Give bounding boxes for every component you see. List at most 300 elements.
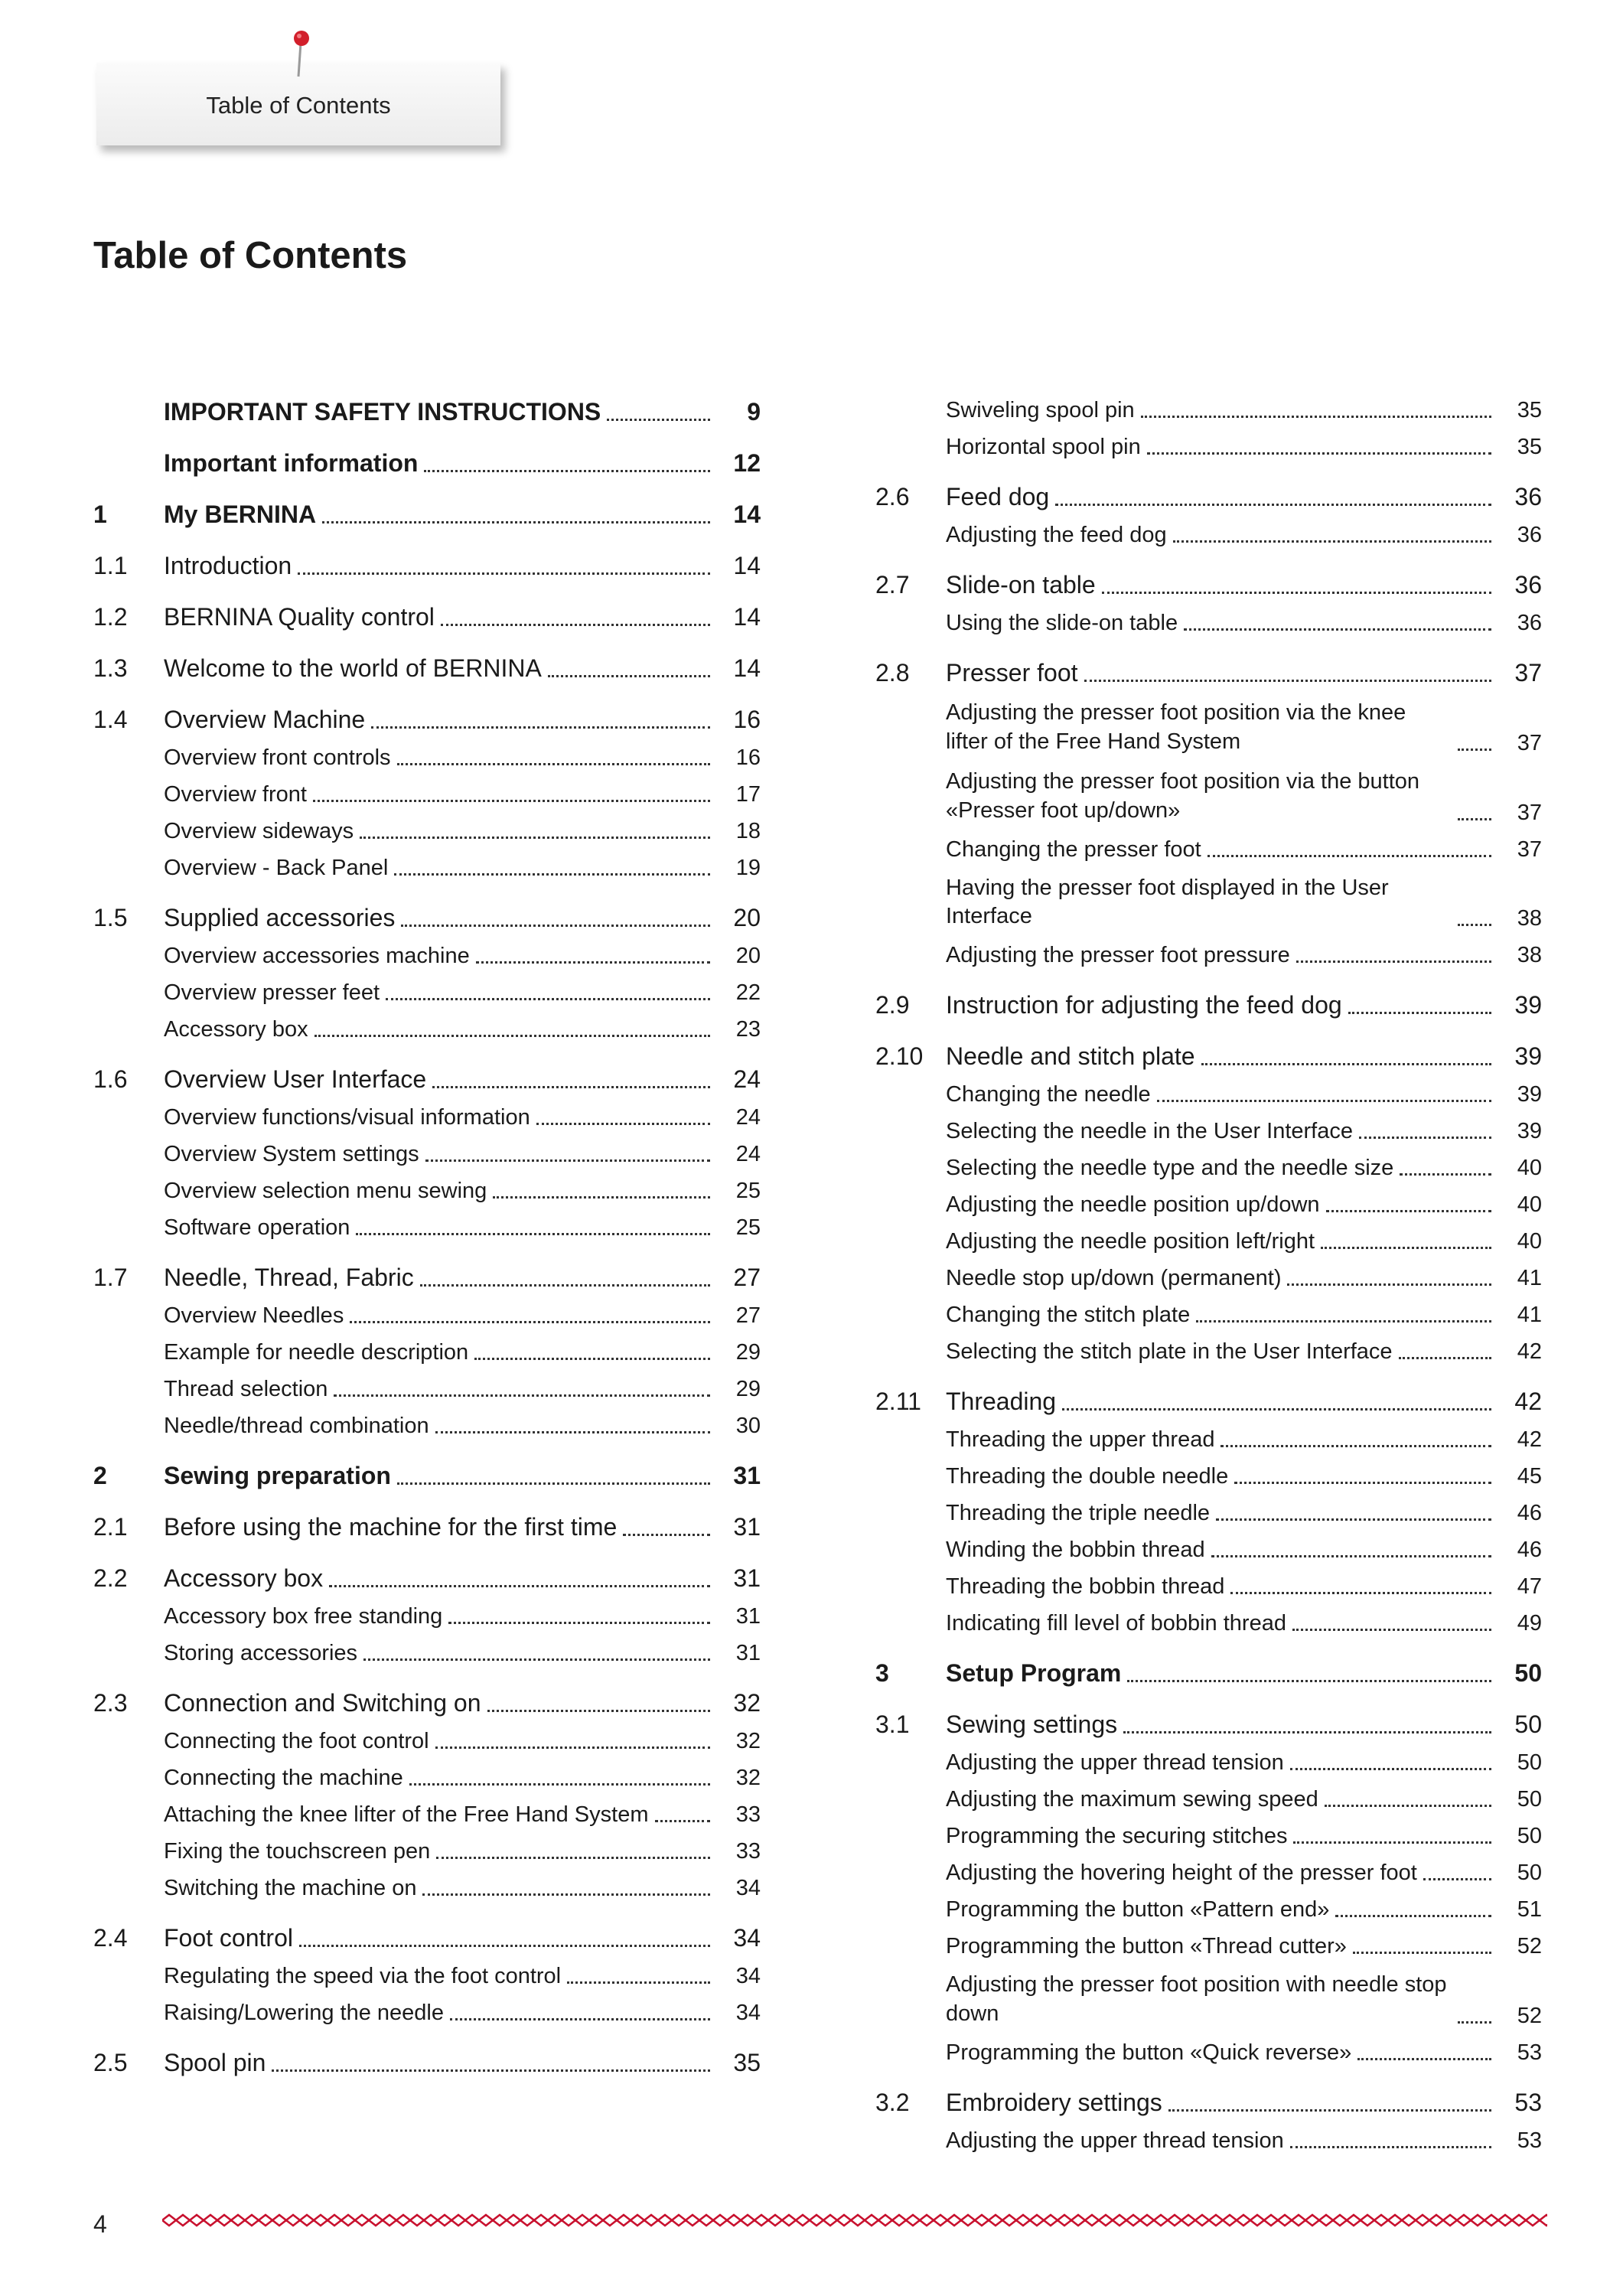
toc-entry-page: 37: [1514, 659, 1542, 687]
dot-leader: [386, 998, 710, 1000]
dot-leader: [424, 470, 710, 472]
toc-entry-title: Selecting the needle in the User Interface: [946, 1119, 1353, 1144]
toc-entry-page: 24: [735, 1142, 761, 1166]
toc-entry-page: 37: [1517, 731, 1542, 756]
toc-entry[interactable]: [93, 856, 761, 881]
toc-entry-page: 35: [1517, 435, 1542, 459]
dot-leader: [1458, 748, 1491, 751]
toc-entry-page: 33: [735, 1839, 761, 1864]
dot-leader: [356, 1233, 710, 1235]
toc-entry-title: Feed dog: [946, 483, 1050, 510]
dot-leader: [1184, 628, 1491, 631]
dot-leader: [1353, 1952, 1491, 1954]
toc-entry-title: Threading the double needle: [946, 1464, 1229, 1489]
toc-entry-page: 45: [1517, 1464, 1542, 1489]
toc-entry[interactable]: [93, 603, 761, 631]
toc-entry[interactable]: [93, 1604, 761, 1629]
toc-entry-title: Adjusting the presser foot position with needle stop down: [946, 1972, 1447, 2026]
toc-entry-title: Presser foot: [946, 659, 1078, 687]
toc-entry-title: Needle/thread combination: [164, 1414, 429, 1438]
toc-entry-page: 24: [735, 1105, 761, 1130]
toc-entry-page: 14: [733, 501, 761, 528]
dot-leader: [409, 1783, 710, 1786]
toc-entry-title: Supplied accessories: [164, 904, 396, 931]
dot-leader: [493, 1196, 710, 1199]
toc-entry[interactable]: [875, 1897, 1542, 1923]
toc-entry[interactable]: [875, 483, 1542, 511]
toc-entry[interactable]: [875, 1787, 1542, 1812]
toc-entry[interactable]: [875, 1266, 1542, 1291]
dot-leader: [1084, 680, 1491, 682]
dot-leader: [1458, 924, 1491, 926]
toc-entry-page: 41: [1517, 1266, 1542, 1291]
toc-entry[interactable]: [875, 1501, 1542, 1526]
toc-entry-title: Programming the securing stitches: [946, 1824, 1288, 1849]
toc-entry-title: Raising/Lowering the needle: [164, 2001, 444, 2025]
dot-leader: [420, 1284, 710, 1287]
toc-entry[interactable]: [93, 1924, 761, 1952]
toc-entry[interactable]: [875, 571, 1542, 599]
toc-entry-page: 31: [733, 1564, 761, 1592]
toc-entry-title: Connecting the machine: [164, 1766, 403, 1790]
toc-entry-title: Fixing the touchscreen pen: [164, 1839, 431, 1864]
toc-entry[interactable]: [875, 1971, 1542, 2028]
toc-entry-title: Programming the button «Quick reverse»: [946, 2040, 1352, 2065]
toc-entry-page: 16: [735, 745, 761, 770]
toc-entry-page: 40: [1517, 1156, 1542, 1181]
toc-entry[interactable]: [875, 1156, 1542, 1181]
toc-entry-page: 14: [733, 552, 761, 579]
toc-entry-page: 51: [1517, 1897, 1542, 1923]
toc-column-left: [93, 398, 761, 2077]
toc-entry-number: 1.5: [93, 904, 128, 931]
toc-entry-page: 16: [733, 706, 761, 733]
toc-entry[interactable]: [875, 1538, 1542, 1563]
toc-entry-title: Horizontal spool pin: [946, 435, 1141, 459]
dot-leader: [435, 1431, 710, 1433]
dot-leader: [1221, 1445, 1491, 1447]
toc-entry-page: 19: [735, 856, 761, 880]
toc-entry[interactable]: [93, 1065, 761, 1094]
toc-entry[interactable]: [875, 2040, 1542, 2066]
toc-entry-number: 1.1: [93, 552, 128, 579]
toc-entry[interactable]: [875, 435, 1542, 460]
toc-entry[interactable]: [93, 1766, 761, 1791]
toc-entry-page: 31: [735, 1604, 761, 1629]
toc-entry[interactable]: [93, 1564, 761, 1593]
toc-entry-page: 42: [1517, 1339, 1542, 1365]
toc-entry-title: Swiveling spool pin: [946, 398, 1135, 422]
dot-leader: [607, 419, 710, 421]
toc-entry-title: Threading the upper thread: [946, 1427, 1215, 1453]
toc-entry[interactable]: [875, 523, 1542, 548]
dot-leader: [474, 1358, 710, 1360]
dot-leader: [1296, 960, 1491, 963]
toc-entry-page: 50: [1514, 1659, 1542, 1688]
toc-entry-page: 52: [1517, 1934, 1542, 1959]
toc-entry-number: 2.4: [93, 1924, 128, 1952]
dot-leader: [1062, 1408, 1491, 1411]
toc-entry-title: Connection and Switching on: [164, 1689, 481, 1717]
toc-entry-number: 2.1: [93, 1513, 128, 1541]
toc-entry-title: Adjusting the presser foot position via the button «Presser foot up/down»: [946, 769, 1420, 823]
toc-entry-title: Changing the stitch plate: [946, 1303, 1191, 1328]
dot-leader: [1201, 1063, 1491, 1065]
toc-entry[interactable]: [93, 1142, 761, 1167]
toc-entry-page: 53: [1514, 2088, 1542, 2116]
dot-leader: [1458, 2021, 1491, 2024]
toc-entry[interactable]: [93, 1641, 761, 1666]
toc-entry-page: 20: [733, 904, 761, 931]
toc-entry-page: 42: [1517, 1427, 1542, 1453]
dot-leader: [1173, 540, 1491, 543]
toc-entry-page: 53: [1517, 2128, 1542, 2153]
toc-entry[interactable]: [875, 1464, 1542, 1489]
dot-leader: [1211, 1555, 1491, 1557]
toc-entry[interactable]: [93, 552, 761, 580]
toc-entry-title: Overview functions/visual information: [164, 1105, 530, 1130]
toc-entry[interactable]: [93, 1414, 761, 1439]
toc-entry-title: Storing accessories: [164, 1641, 358, 1665]
toc-entry-title: Programming the button «Thread cutter»: [946, 1934, 1347, 1959]
toc-entry-page: 37: [1517, 837, 1542, 862]
toc-entry[interactable]: [93, 654, 761, 683]
toc-entry-title: Selecting the stitch plate in the User Interface: [946, 1339, 1393, 1365]
toc-entry[interactable]: [875, 991, 1542, 1019]
toc-entry-title: Accessory box: [164, 1017, 308, 1042]
dot-leader: [567, 1981, 710, 1984]
toc-entry[interactable]: [93, 449, 761, 478]
toc-entry[interactable]: [875, 1229, 1542, 1254]
toc-entry[interactable]: [93, 1303, 761, 1329]
page-number: 4: [93, 2210, 107, 2238]
toc-entry-page: 36: [1517, 523, 1542, 547]
toc-entry-number: 1.7: [93, 1264, 128, 1291]
toc-entry-page: 42: [1514, 1388, 1542, 1416]
toc-entry-number: 2.2: [93, 1564, 128, 1592]
dot-leader: [1216, 1518, 1491, 1521]
toc-entry[interactable]: [93, 1264, 761, 1292]
toc-entry-number: 2.5: [93, 2049, 128, 2076]
toc-entry[interactable]: [875, 1824, 1542, 1849]
dot-leader: [1234, 1482, 1491, 1484]
toc-entry[interactable]: [875, 1711, 1542, 1739]
toc-entry-number: 1.2: [93, 603, 128, 631]
toc-entry[interactable]: [875, 398, 1542, 423]
dot-leader: [425, 1159, 710, 1162]
toc-entry[interactable]: [875, 1119, 1542, 1144]
toc-entry-title: Slide-on table: [946, 571, 1096, 598]
dot-leader: [1123, 1731, 1491, 1733]
toc-entry-title: Introduction: [164, 552, 292, 579]
toc-entry[interactable]: [875, 1750, 1542, 1776]
dot-leader: [1207, 855, 1491, 857]
toc-entry[interactable]: [93, 1513, 761, 1541]
toc-entry[interactable]: [875, 611, 1542, 636]
toc-entry-title: Accessory box free standing: [164, 1604, 443, 1629]
toc-entry-title: Thread selection: [164, 1377, 328, 1401]
dot-leader: [1293, 1841, 1491, 1844]
toc-entry-page: 33: [735, 1802, 761, 1827]
toc-entry-title: My BERNINA: [164, 501, 317, 528]
toc-entry-page: 31: [735, 1641, 761, 1665]
toc-entry-title: Sewing preparation: [164, 1462, 391, 1489]
toc-entry-title: Sewing settings: [946, 1711, 1118, 1739]
toc-entry[interactable]: [875, 2128, 1542, 2154]
toc-entry-page: 36: [1517, 611, 1542, 635]
toc-entry[interactable]: [875, 837, 1542, 863]
toc-entry[interactable]: [875, 1082, 1542, 1107]
dot-leader: [401, 925, 710, 927]
toc-entry-title: BERNINA Quality control: [164, 603, 435, 631]
dot-leader: [397, 1482, 710, 1485]
toc-entry-page: 23: [735, 1017, 761, 1042]
toc-entry[interactable]: [93, 782, 761, 807]
toc-entry-title: Threading the bobbin thread: [946, 1574, 1225, 1600]
toc-entry-title: Welcome to the world of BERNINA: [164, 654, 542, 682]
dot-leader: [371, 726, 710, 729]
toc-entry[interactable]: [93, 1340, 761, 1365]
toc-entry-page: 32: [735, 1766, 761, 1790]
toc-entry[interactable]: [93, 1462, 761, 1490]
toc-entry[interactable]: [875, 1339, 1542, 1365]
toc-entry[interactable]: [93, 1839, 761, 1864]
dot-leader: [450, 2018, 710, 2020]
toc-entry-title: Overview accessories machine: [164, 944, 470, 968]
toc-entry[interactable]: [875, 1659, 1542, 1688]
toc-entry-page: 22: [735, 980, 761, 1005]
dot-leader: [360, 837, 710, 839]
toc-entry-page: 46: [1517, 1538, 1542, 1563]
toc-entry[interactable]: [93, 2001, 761, 2026]
toc-entry-number: 1.4: [93, 706, 128, 733]
toc-entry[interactable]: [93, 1689, 761, 1717]
dot-leader: [548, 675, 710, 677]
toc-entry[interactable]: [875, 1388, 1542, 1416]
toc-entry-page: 14: [733, 654, 761, 682]
toc-entry-title: Programming the button «Pattern end»: [946, 1897, 1330, 1923]
toc-entry-number: 2.7: [875, 571, 910, 598]
toc-entry-number: 3: [875, 1659, 889, 1688]
toc-entry-page: 47: [1517, 1574, 1542, 1600]
toc-entry-page: 29: [735, 1377, 761, 1401]
toc-entry[interactable]: [875, 768, 1542, 825]
toc-entry-page: 39: [1517, 1119, 1542, 1144]
toc-entry[interactable]: [875, 1042, 1542, 1071]
toc-entry-number: 2.3: [93, 1689, 128, 1717]
dot-leader: [1127, 1680, 1491, 1682]
toc-entry-number: 2.8: [875, 659, 910, 687]
dot-leader: [322, 521, 710, 523]
toc-entry[interactable]: [93, 1729, 761, 1754]
toc-entry[interactable]: [93, 706, 761, 734]
toc-entry-title: Accessory box: [164, 1564, 324, 1592]
toc-entry[interactable]: [93, 1105, 761, 1130]
toc-entry-title: Overview front controls: [164, 745, 391, 770]
toc-entry[interactable]: [93, 904, 761, 932]
toc-entry-page: 50: [1517, 1750, 1542, 1776]
dot-leader: [1348, 1012, 1491, 1014]
dot-leader: [436, 1857, 710, 1859]
toc-entry-title: Overview - Back Panel: [164, 856, 389, 880]
dot-leader: [1287, 1283, 1491, 1286]
toc-entry-page: 40: [1517, 1192, 1542, 1218]
toc-entry-page: 50: [1514, 1711, 1542, 1739]
toc-entry-page: 40: [1517, 1229, 1542, 1254]
toc-entry[interactable]: [93, 980, 761, 1006]
dot-leader: [397, 763, 710, 765]
toc-entry-page: 9: [747, 398, 761, 426]
toc-entry-page: 46: [1517, 1501, 1542, 1526]
dot-leader: [1326, 1210, 1491, 1212]
toc-entry-page: 25: [735, 1215, 761, 1240]
toc-entry[interactable]: [875, 1934, 1542, 1959]
toc-entry-page: 34: [735, 1876, 761, 1900]
dot-leader: [1335, 1915, 1491, 1917]
dot-leader: [313, 800, 710, 802]
toc-entry-page: 35: [733, 2049, 761, 2076]
toc-entry-title: Before using the machine for the first time: [164, 1513, 618, 1541]
toc-entry[interactable]: [93, 745, 761, 771]
toc-entry[interactable]: [875, 1427, 1542, 1453]
toc-entry-page: 30: [735, 1414, 761, 1438]
dot-leader: [1230, 1592, 1491, 1594]
toc-entry[interactable]: [93, 819, 761, 844]
dot-leader: [1157, 1100, 1491, 1102]
dot-leader: [435, 1746, 710, 1749]
toc-entry[interactable]: [875, 874, 1542, 931]
toc-entry-page: 14: [733, 603, 761, 631]
toc-entry-title: Overview front: [164, 782, 307, 807]
toc-entry-page: 12: [733, 449, 761, 477]
toc-entry-title: Overview Needles: [164, 1303, 344, 1328]
toc-entry[interactable]: [93, 1179, 761, 1204]
dot-leader: [1359, 1137, 1491, 1139]
toc-entry-page: 31: [733, 1462, 761, 1489]
toc-entry[interactable]: [93, 1876, 761, 1901]
toc-entry[interactable]: [93, 1964, 761, 1989]
toc-entry-title: Adjusting the hovering height of the presser foot: [946, 1861, 1417, 1886]
dot-leader: [1290, 1768, 1491, 1770]
toc-entry-title: Adjusting the presser foot pressure: [946, 943, 1290, 968]
dot-leader: [432, 1086, 710, 1088]
toc-entry-title: Changing the presser foot: [946, 837, 1201, 862]
toc-entry-page: 50: [1517, 1824, 1542, 1849]
toc-entry-page: 34: [735, 2001, 761, 2025]
toc-entry-title: Connecting the foot control: [164, 1729, 429, 1753]
toc-entry-title: IMPORTANT SAFETY INSTRUCTIONS: [164, 398, 601, 426]
toc-entry[interactable]: [875, 699, 1542, 756]
toc-entry-number: 2.9: [875, 991, 910, 1019]
toc-entry-title: Needle and stitch plate: [946, 1042, 1195, 1071]
toc-entry[interactable]: [93, 1377, 761, 1402]
dot-leader: [487, 1710, 711, 1712]
toc-entry-title: Spool pin: [164, 2049, 266, 2076]
toc-entry[interactable]: [875, 1303, 1542, 1328]
toc-entry[interactable]: [93, 1802, 761, 1828]
dot-leader: [272, 2069, 710, 2072]
toc-entry-page: 32: [735, 1729, 761, 1753]
dot-leader: [1325, 1805, 1491, 1807]
toc-entry[interactable]: [875, 1611, 1542, 1636]
toc-entry-number: 3.2: [875, 2088, 910, 2116]
dot-leader: [623, 1534, 710, 1536]
toc-entry-page: 41: [1517, 1303, 1542, 1328]
toc-entry-title: Adjusting the feed dog: [946, 523, 1167, 547]
toc-entry[interactable]: [93, 398, 761, 426]
page-title: Table of Contents: [93, 235, 408, 276]
toc-entry-page: 18: [735, 819, 761, 843]
toc-entry[interactable]: [93, 501, 761, 529]
toc-entry-page: 34: [733, 1924, 761, 1952]
toc-entry-page: 38: [1517, 906, 1542, 931]
toc-entry-page: 35: [1517, 398, 1542, 422]
toc-entry-page: 50: [1517, 1861, 1542, 1886]
toc-entry-title: Overview presser feet: [164, 980, 380, 1005]
toc-entry-number: 2.11: [875, 1388, 921, 1416]
dot-leader: [1399, 1357, 1491, 1359]
toc-entry[interactable]: [875, 1861, 1542, 1886]
toc-entry[interactable]: [93, 944, 761, 969]
toc-entry-title: Embroidery settings: [946, 2088, 1162, 2116]
dot-leader: [1147, 452, 1491, 455]
dot-leader: [350, 1321, 710, 1323]
dot-leader: [422, 1893, 710, 1896]
toc-entry-title: Winding the bobbin thread: [946, 1538, 1205, 1563]
toc-entry[interactable]: [875, 659, 1542, 687]
toc-entry-number: 1.6: [93, 1065, 128, 1093]
toc-entry-number: 1: [93, 501, 107, 528]
dot-leader: [1400, 1173, 1491, 1176]
toc-entry[interactable]: [875, 1574, 1542, 1600]
toc-entry[interactable]: [875, 2089, 1542, 2117]
toc-entry-number: 3.1: [875, 1711, 910, 1739]
dot-leader: [1102, 592, 1491, 594]
dot-leader: [1290, 2146, 1491, 2148]
toc-entry-title: Changing the needle: [946, 1082, 1151, 1107]
toc-entry[interactable]: [93, 1017, 761, 1042]
dot-leader: [1141, 416, 1491, 418]
dot-leader: [329, 1585, 710, 1587]
toc-entry-page: 53: [1517, 2040, 1542, 2065]
toc-entry-title: Selecting the needle type and the needle size: [946, 1156, 1394, 1181]
toc-entry-page: 36: [1514, 571, 1542, 598]
toc-entry-page: 25: [735, 1179, 761, 1203]
dot-leader: [1458, 818, 1491, 820]
toc-entry-number: 1.3: [93, 654, 128, 682]
toc-entry-page: 27: [735, 1303, 761, 1328]
toc-entry-title: Attaching the knee lifter of the Free Hand System: [164, 1802, 649, 1827]
toc-entry-number: 2.6: [875, 483, 910, 510]
dot-leader: [394, 873, 710, 876]
toc-entry-title: Adjusting the presser foot position via the knee lifter of the Free Hand System: [946, 700, 1406, 754]
dot-leader: [298, 572, 710, 575]
toc-entry-title: Important information: [164, 449, 419, 477]
toc-entry-title: Overview sideways: [164, 819, 354, 843]
dot-leader: [1423, 1878, 1491, 1880]
dot-leader: [536, 1123, 710, 1125]
toc-entry[interactable]: [875, 943, 1542, 968]
toc-entry[interactable]: [93, 2049, 761, 2077]
dot-leader: [363, 1658, 710, 1661]
toc-entry-page: 50: [1517, 1787, 1542, 1812]
toc-entry[interactable]: [875, 1192, 1542, 1218]
toc-entry-title: Instruction for adjusting the feed dog: [946, 991, 1342, 1019]
dot-leader: [448, 1622, 710, 1624]
toc-entry-number: 2: [93, 1462, 107, 1489]
toc-entry[interactable]: [93, 1215, 761, 1241]
toc-column-right: [875, 398, 1542, 2154]
